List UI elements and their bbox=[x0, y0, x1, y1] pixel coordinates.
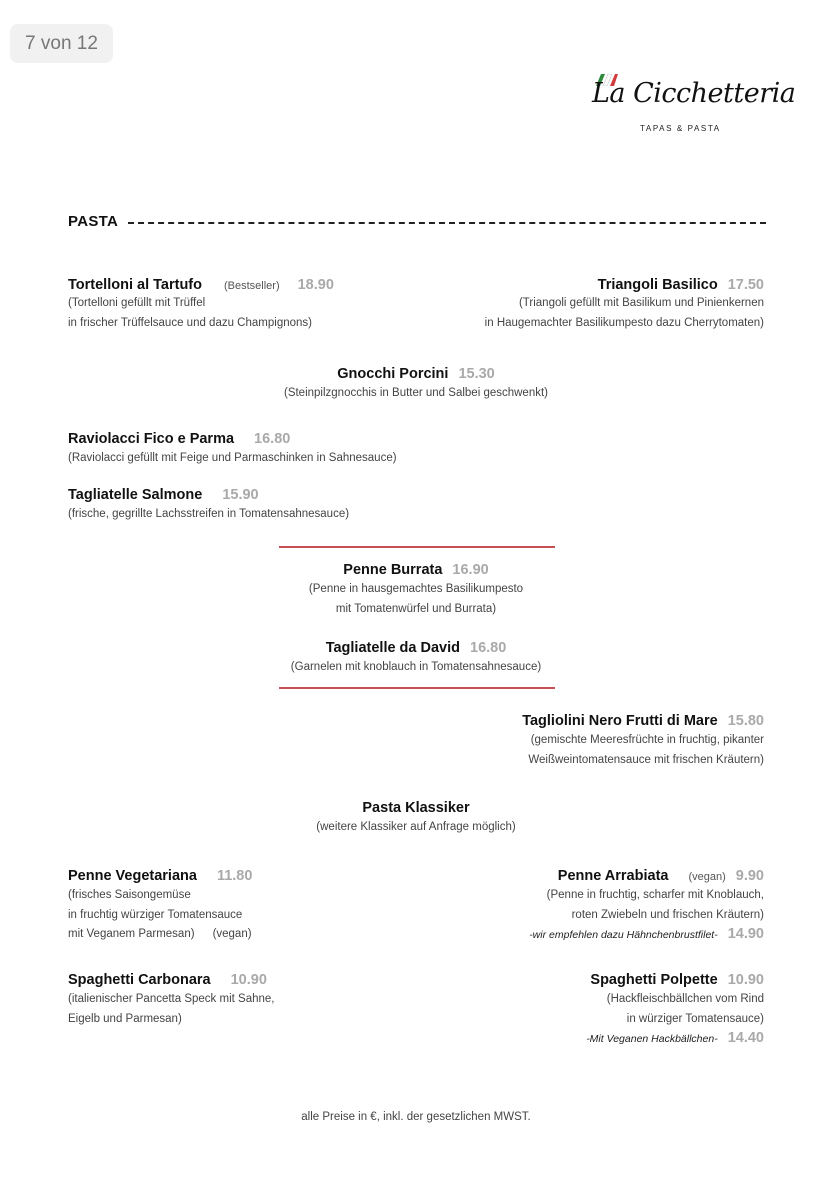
item-tag: (vegan) bbox=[212, 928, 252, 940]
item-price: 9.90 bbox=[735, 868, 764, 884]
item-note: -Mit Veganen Hackbällchen- bbox=[586, 1033, 718, 1045]
item-description bbox=[586, 990, 764, 1050]
desc-line: (italienischer Pancetta Speck mit Sahne, bbox=[68, 993, 275, 1005]
logo-tagline: TAPAS & PASTA bbox=[640, 124, 721, 133]
logo-script: La Cicchetteria bbox=[592, 78, 796, 109]
desc-line: (gemischte Meeresfrüchte in fruchtig, pikanter bbox=[530, 734, 764, 746]
item-description bbox=[284, 384, 548, 404]
desc-line: in fruchtig würziger Tomatensauce bbox=[68, 908, 243, 921]
item-description bbox=[528, 731, 764, 770]
item-price: 10.90 bbox=[727, 972, 764, 988]
subsection-description bbox=[316, 818, 515, 838]
page-counter-badge bbox=[10, 24, 113, 63]
desc-line: (frisches Saisongemüse bbox=[68, 889, 191, 901]
highlight-divider-top bbox=[279, 546, 555, 548]
item-note-price: 14.90 bbox=[727, 926, 764, 942]
item-name: Tagliatelle Salmone bbox=[68, 487, 203, 503]
item-price: 11.80 bbox=[216, 868, 253, 884]
desc-line: mit Tomatenwürfel und Burrata) bbox=[335, 602, 497, 615]
item-name: Penne Vegetariana bbox=[68, 868, 197, 884]
item-name: Triangoli Basilico bbox=[597, 277, 718, 293]
desc-line: (frische, gegrillte Lachsstreifen in Tomatensahnesauce) bbox=[68, 508, 350, 520]
desc-line: (Triangoli gefüllt mit Basilikum und Pinienkernen bbox=[518, 297, 764, 309]
item-description bbox=[68, 449, 397, 469]
menu-item-tortelloni bbox=[68, 276, 334, 294]
item-description bbox=[68, 505, 349, 525]
desc-line: (Hackfleischbällchen vom Rind bbox=[606, 993, 764, 1005]
menu-item-triangoli bbox=[598, 276, 764, 294]
item-note: -wir empfehlen dazu Hähnchenbrustfilet- bbox=[529, 929, 718, 941]
desc-line: roten Zwiebeln und frischen Kräutern) bbox=[571, 908, 764, 921]
desc-line: (Garnelen mit knoblauch in Tomatensahnesauce) bbox=[290, 661, 542, 673]
item-note-price: 14.40 bbox=[727, 1030, 764, 1046]
section-divider bbox=[128, 222, 766, 224]
item-name: Penne Burrata bbox=[343, 562, 443, 578]
menu-item-arrabiata bbox=[558, 867, 764, 885]
item-description bbox=[291, 658, 541, 678]
desc-line: Weißweintomatensauce mit frischen Kräutern) bbox=[528, 753, 764, 766]
page-counter-label: 7 von 12 bbox=[25, 32, 98, 54]
item-price: 17.50 bbox=[727, 277, 764, 293]
item-description bbox=[309, 580, 523, 619]
item-description bbox=[68, 294, 312, 333]
desc-line: (Penne in hausgemachtes Basilikumpesto bbox=[308, 583, 524, 595]
item-description bbox=[68, 886, 252, 945]
highlight-divider-bottom bbox=[279, 687, 555, 689]
item-description bbox=[68, 990, 274, 1029]
restaurant-logo bbox=[590, 68, 796, 138]
item-description bbox=[485, 294, 764, 333]
desc-line: in frischer Trüffelsauce und dazu Champignons) bbox=[68, 316, 312, 329]
item-name: Gnocchi Porcini bbox=[337, 366, 449, 382]
desc-line: (Steinpilzgnocchis in Butter und Salbei geschwenkt) bbox=[283, 387, 549, 399]
item-description bbox=[529, 886, 764, 946]
item-name: Raviolacci Fico e Parma bbox=[68, 431, 235, 447]
menu-item-david bbox=[326, 639, 507, 657]
item-name: Tagliolini Nero Frutti di Mare bbox=[522, 713, 718, 729]
item-price: 16.80 bbox=[254, 431, 291, 447]
item-price: 15.90 bbox=[222, 487, 259, 503]
desc-line: Eigelb und Parmesan) bbox=[68, 1012, 182, 1025]
item-tag: (Bestseller) bbox=[223, 280, 280, 292]
menu-item-burrata bbox=[343, 561, 488, 579]
subsection-klassiker bbox=[362, 799, 469, 817]
menu-item-gnocchi bbox=[337, 365, 494, 383]
item-name: Spaghetti Polpette bbox=[590, 972, 718, 988]
item-price: 10.90 bbox=[230, 972, 267, 988]
desc-line: (Tortelloni gefüllt mit Trüffel bbox=[68, 297, 206, 309]
desc-line: in Haugemachter Basilikumpesto dazu Cherrytomaten) bbox=[484, 316, 764, 329]
desc-line: mit Veganem Parmesan) bbox=[68, 928, 195, 940]
menu-item-nero bbox=[522, 712, 764, 730]
item-price: 15.30 bbox=[458, 366, 495, 382]
item-price: 16.80 bbox=[470, 640, 507, 656]
section-title: PASTA bbox=[68, 213, 119, 230]
desc-line: (weitere Klassiker auf Anfrage möglich) bbox=[316, 821, 516, 833]
subsection-title: Pasta Klassiker bbox=[362, 800, 470, 816]
menu-item-carbonara bbox=[68, 971, 267, 989]
menu-item-salmone bbox=[68, 486, 259, 504]
item-name: Spaghetti Carbonara bbox=[68, 972, 211, 988]
item-price: 16.90 bbox=[452, 562, 489, 578]
footer-note: alle Preise in €, inkl. der gesetzlichen MWST. bbox=[301, 1111, 531, 1123]
item-price: 18.90 bbox=[297, 277, 334, 293]
desc-line: in würziger Tomatensauce) bbox=[626, 1012, 764, 1025]
menu-item-raviolacci bbox=[68, 430, 290, 448]
item-tag: (vegan) bbox=[688, 871, 726, 883]
desc-line: (Raviolacci gefüllt mit Feige und Parmaschinken in Sahnesauce) bbox=[68, 452, 397, 464]
item-name: Tortelloni al Tartufo bbox=[68, 277, 202, 293]
item-price: 15.80 bbox=[727, 713, 764, 729]
menu-item-polpette bbox=[590, 971, 764, 989]
item-name: Penne Arrabiata bbox=[557, 868, 669, 884]
item-name: Tagliatelle da David bbox=[325, 640, 461, 656]
desc-line: (Penne in fruchtig, scharfer mit Knoblauch, bbox=[546, 889, 764, 901]
menu-item-vegetariana bbox=[68, 867, 252, 885]
